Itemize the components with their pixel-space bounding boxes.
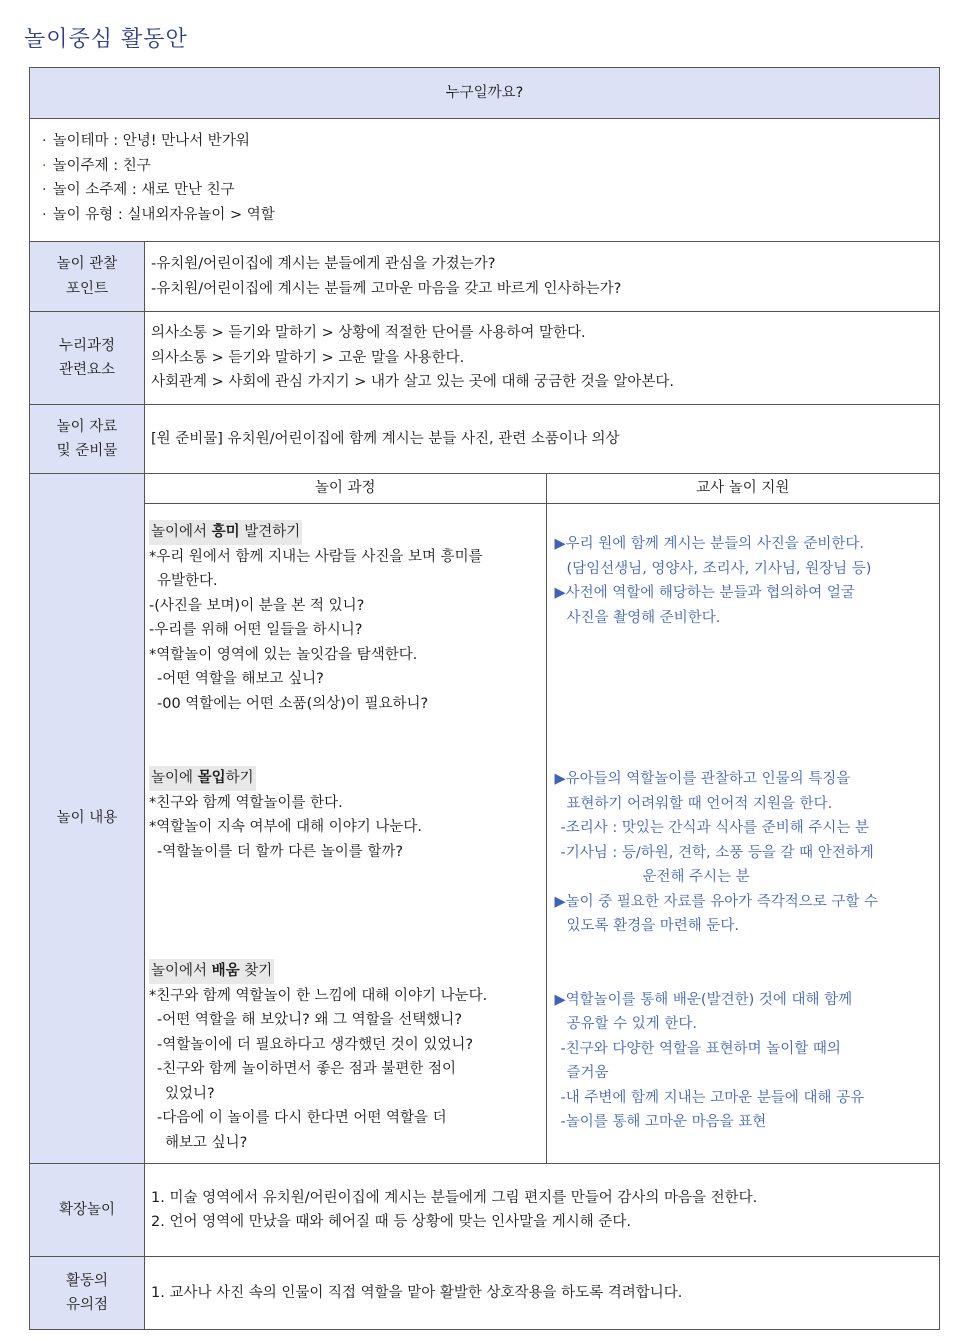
- materials-content: [원 준비물] 유치원/어린이집에 함께 계시는 분들 사진, 관련 소품이나 의상: [145, 405, 940, 474]
- process-line: *역할놀이 지속 여부에 대해 이야기 나눈다.: [149, 819, 423, 835]
- nuri-content: 의사소통 > 듣기와 말하기 > 상황에 적절한 단어를 사용하여 말한다. 의사소통 > 듣기와 말하기 > 고운 말을 사용한다. 사회관계 > 사회에 관심 가지기 > 내가 살고 있는 곳에 대해 궁금한 것을 알아본다.: [145, 312, 940, 405]
- process-line: -어떤 역할을 해보고 싶니?: [157, 671, 324, 687]
- meta-item: · 놀이 유형 : 실내외자유놀이 > 역할: [42, 206, 275, 223]
- process-line: -역할놀이를 더 할까 다른 놀이를 할까?: [157, 843, 404, 860]
- column-header-support: 교사 놀이 지원: [546, 474, 939, 504]
- bullet-dot-icon: ·: [42, 133, 47, 149]
- support-line: ▶놀이 중 필요한 자료를 유아가 즉각적으로 구할 수: [554, 893, 879, 910]
- process-column: [145, 504, 546, 1164]
- process-line: *친구와 함께 역할놀이를 한다.: [149, 794, 343, 811]
- support-line: ▶역할놀이를 통해 배운(발견한) 것에 대해 함께: [554, 991, 853, 1008]
- process-line: -다음에 이 놀이를 다시 한다면 어떤 역할을 더: [157, 1110, 447, 1126]
- meta-item: · 놀이테마 : 안녕! 만나서 반가워: [42, 133, 250, 149]
- stage-heading-interest: 놀이에서 흥미 발견하기: [149, 520, 302, 545]
- support-line: -친구와 다양한 역할을 표현하며 놀이할 때의: [560, 1040, 841, 1057]
- stage-heading-immersion: 놀이에 몰입하기: [149, 766, 256, 791]
- notes-label: 활동의 유의점: [30, 1257, 145, 1330]
- process-line: -(사진을 보며)이 분을 본 적 있니?: [149, 597, 365, 614]
- support-line: 운전해 주시는 분: [642, 869, 750, 885]
- meta-section: [30, 119, 940, 242]
- stage-heading-learning: 놀이에서 배움 찾기: [149, 959, 274, 984]
- process-line: -어떤 역할을 해 보았니? 왜 그 역할을 선택했니?: [157, 1012, 463, 1028]
- process-line: -00 역할에는 어떤 소품(의상)이 필요하니?: [157, 695, 429, 712]
- support-line: 표현하기 어려워할 때 언어적 지원을 한다.: [566, 795, 833, 812]
- bullet-dot-icon: ·: [42, 206, 47, 223]
- page-title: 놀이중심 활동안: [24, 27, 188, 52]
- meta-item: · 놀이주제 : 친구: [42, 157, 151, 174]
- support-line: -조리사 : 맛있는 간식과 식사를 준비해 주시는 분: [560, 820, 870, 836]
- support-line: -기사님 : 등/하원, 견학, 소풍 등을 갈 때 안전하게: [560, 844, 874, 861]
- support-line: (담임선생님, 영양사, 조리사, 기사님, 원장님 등): [566, 560, 872, 577]
- support-line: 즐거움: [566, 1065, 609, 1081]
- activity-title: 누구일까요?: [30, 68, 940, 119]
- bullet-dot-icon: ·: [42, 182, 47, 198]
- activity-plan-table: [29, 67, 940, 1330]
- support-line: 있도록 환경을 마련해 둔다.: [566, 918, 740, 934]
- meta-item: · 놀이 소주제 : 새로 만난 친구: [42, 182, 235, 198]
- bullet-dot-icon: ·: [42, 157, 47, 174]
- nuri-label: 누리과정 관련요소: [30, 312, 145, 405]
- materials-label: 놀이 자료 및 준비물: [30, 405, 145, 474]
- support-line: -놀이를 통해 고마운 마음을 표현: [560, 1114, 767, 1130]
- process-line: *역할놀이 영역에 있는 놀잇감을 탐색한다.: [149, 646, 418, 663]
- content-inner-table: [145, 474, 939, 1163]
- notes-content: 1. 교사나 사진 속의 인물이 직접 역할을 맡아 활발한 상호작용을 하도록 격려합니다.: [145, 1257, 940, 1330]
- process-line: -우리를 위해 어떤 일들을 하시니?: [149, 622, 363, 638]
- content-cell: [145, 474, 940, 1164]
- process-line: *친구와 함께 역할놀이 한 느낌에 대해 이야기 나눈다.: [149, 987, 488, 1004]
- observation-content: -유치원/어린이집에 계시는 분들에게 관심을 가졌는가? -유치원/어린이집에 계시는 분들께 고마운 마음을 갖고 바르게 인사하는가?: [145, 242, 940, 312]
- content-label: 놀이 내용: [30, 474, 145, 1164]
- support-line: ▶우리 원에 함께 계시는 분들의 사진을 준비한다.: [554, 536, 865, 552]
- process-line: *우리 원에서 함께 지내는 사람들 사진을 보며 흥미를: [149, 548, 483, 565]
- support-column: [546, 504, 939, 1164]
- process-line: -친구와 함께 놀이하면서 좋은 점과 불편한 점이: [157, 1061, 457, 1077]
- process-line: 해보고 싶니?: [165, 1134, 248, 1151]
- process-line: -역할놀이에 더 필요하다고 생각했던 것이 있었니?: [157, 1036, 474, 1053]
- support-line: ▶사전에 역할에 해당하는 분들과 협의하여 얼굴: [554, 585, 855, 601]
- extension-label: 확장놀이: [30, 1164, 145, 1257]
- process-line: 있었니?: [165, 1085, 215, 1102]
- observation-label: 놀이 관찰 포인트: [30, 242, 145, 312]
- support-line: 사진을 촬영해 준비한다.: [566, 609, 721, 626]
- extension-content: 1. 미술 영역에서 유치원/어린이집에 계시는 분들에게 그림 편지를 만들어 감사의 마음을 전한다. 2. 언어 영역에 만났을 때와 헤어질 때 등 상황에 맞는 인사말을 게시해 준다.: [145, 1164, 940, 1257]
- support-line: 공유할 수 있게 한다.: [566, 1016, 697, 1032]
- column-header-process: 놀이 과정: [145, 474, 546, 504]
- support-line: ▶유아들의 역할놀이를 관찰하고 인물의 특징을: [554, 771, 851, 787]
- support-line: -내 주변에 함께 지내는 고마운 분들에 대해 공유: [560, 1089, 865, 1106]
- process-line: 유발한다.: [157, 573, 218, 589]
